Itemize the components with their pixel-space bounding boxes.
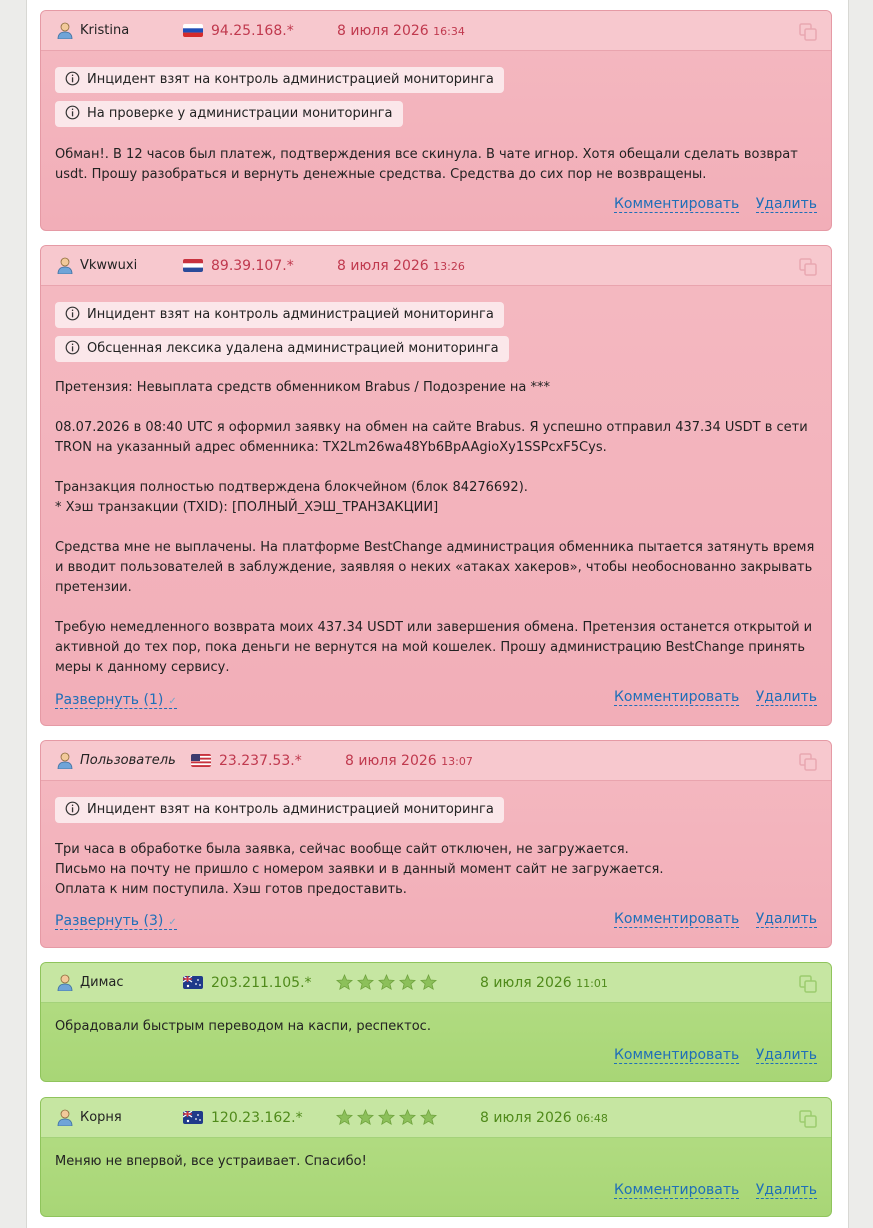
- expand-link[interactable]: Развернуть (3) ✓: [55, 913, 177, 929]
- review-header: [41, 11, 831, 51]
- flag-icon-netherlands: [183, 259, 203, 272]
- delete-link[interactable]: Удалить: [755, 196, 817, 212]
- star-icon: [357, 974, 374, 991]
- comment-link[interactable]: Комментировать: [613, 1047, 740, 1063]
- info-icon: [65, 105, 80, 120]
- delete-link[interactable]: Удалить: [755, 1047, 817, 1063]
- incident-badge: На проверке у администрации мониторинга: [55, 101, 403, 127]
- incident-badge: Инцидент взят на контроль администрацией мониторинга: [55, 302, 504, 328]
- review-text: Обрадовали быстрым переводом на каспи, респектос.: [55, 1019, 431, 1034]
- review-actions: [602, 911, 817, 927]
- rating-stars: [336, 1109, 437, 1126]
- check-icon: ✓: [168, 696, 177, 707]
- delete-link[interactable]: Удалить: [755, 689, 817, 705]
- copy-icon[interactable]: [799, 258, 817, 276]
- star-icon: [420, 1109, 437, 1126]
- delete-link[interactable]: Удалить: [755, 1182, 817, 1198]
- review-author: Kristina: [80, 23, 130, 38]
- review-card: [40, 740, 832, 948]
- star-icon: [420, 974, 437, 991]
- copy-icon[interactable]: [799, 975, 817, 993]
- review-author: Пользователь: [80, 753, 176, 768]
- review-text: Обман!. В 12 часов был платеж, подтверждения все скинула. В чате игнор. Хотя обещали сделать возврат usdt. Прошу разобраться и вернуть денежные средства. Средства до сих пор не возвращены.: [55, 147, 798, 182]
- info-icon: [65, 801, 80, 816]
- review-date: 8 июля 2026 06:48: [480, 1110, 608, 1126]
- review-ip: 23.237.53.*: [219, 753, 302, 769]
- review-actions: [602, 1047, 817, 1063]
- star-icon: [357, 1109, 374, 1126]
- review-ip: 120.23.162.*: [211, 1110, 303, 1126]
- review-ip: 89.39.107.*: [211, 258, 294, 274]
- review-date: 8 июля 2026 13:26: [337, 258, 465, 274]
- flag-icon-russia: [183, 24, 203, 37]
- review-card: [40, 1097, 832, 1217]
- review-actions: [602, 196, 817, 212]
- comment-link[interactable]: Комментировать: [613, 911, 740, 927]
- flag-icon-australia: [183, 976, 203, 989]
- review-author: Димас: [80, 975, 124, 990]
- user-icon: [57, 22, 73, 39]
- user-icon: [57, 1109, 73, 1126]
- copy-icon[interactable]: [799, 23, 817, 41]
- incident-badge: Обсценная лексика удалена администрацией мониторинга: [55, 336, 509, 362]
- expand-link[interactable]: Развернуть (1) ✓: [55, 692, 177, 708]
- review-card: [40, 10, 832, 231]
- copy-icon[interactable]: [799, 1110, 817, 1128]
- review-date: 8 июля 2026 11:01: [480, 975, 608, 991]
- incident-badge: Инцидент взят на контроль администрацией мониторинга: [55, 67, 504, 93]
- star-icon: [378, 1109, 395, 1126]
- review-actions: [602, 1182, 817, 1198]
- flag-icon-usa: [191, 754, 211, 767]
- check-icon: ✓: [168, 917, 177, 928]
- review-card: [40, 962, 832, 1082]
- delete-link[interactable]: Удалить: [755, 911, 817, 927]
- info-icon: [65, 71, 80, 86]
- rating-stars: [336, 974, 437, 991]
- review-date: 8 июля 2026 16:34: [337, 23, 465, 39]
- review-text: Три часа в обработке была заявка, сейчас вообще сайт отключен, не загружается. Письмо на почту не пришло с номером заявки и в данный момент сайт не загружается. Оплата к ним поступила. Хэш готов предоставить.: [55, 842, 664, 897]
- star-icon: [378, 974, 395, 991]
- review-header: [41, 741, 831, 781]
- user-icon: [57, 257, 73, 274]
- info-icon: [65, 340, 80, 355]
- review-actions: [602, 689, 817, 705]
- review-header: [41, 246, 831, 286]
- comment-link[interactable]: Комментировать: [613, 1182, 740, 1198]
- review-date: 8 июля 2026 13:07: [345, 753, 473, 769]
- review-text: Меняю не впервой, все устраивает. Спасибо!: [55, 1154, 367, 1169]
- incident-badge: Инцидент взят на контроль администрацией мониторинга: [55, 797, 504, 823]
- flag-icon-australia: [183, 1111, 203, 1124]
- review-ip: 94.25.168.*: [211, 23, 294, 39]
- info-icon: [65, 306, 80, 321]
- user-icon: [57, 752, 73, 769]
- user-icon: [57, 974, 73, 991]
- review-text: Претензия: Невыплата средств обменником Brabus / Подозрение на *** 08.07.2026 в 08:40 UTC я оформил заявку на обмен на сайте Brabus. Я успешно отправил 437.34 USDT в сети TRON на указанный адрес обменника: TX2Lm26wa48Yb6BpAAgioXy1SSPcxF5Cys. Транзакция полностью подтверждена блокчейном (блок 84276692). * Хэш транзакции (TXID): [ПОЛНЫЙ_ХЭШ_ТРАНЗАКЦИИ] Средства мне не выплачены. На платформе BestChange администрация обменника пытается затянуть время и вводит пользователей в заблуждение, заявляя о неких «атаках хакеров», чтобы необоснованно закрывать претензии. Требую немедленного возврата моих 437.34 USDT или завершения обмена. Претензия останется открытой и активной до тех пор, пока деньги не вернутся на мой кошелек. Прошу администрацию BestChange принять меры к данному сервису.: [55, 380, 815, 675]
- star-icon: [399, 1109, 416, 1126]
- comment-link[interactable]: Комментировать: [613, 196, 740, 212]
- star-icon: [336, 1109, 353, 1126]
- review-header: [41, 1098, 831, 1138]
- review-ip: 203.211.105.*: [211, 975, 312, 991]
- review-header: [41, 963, 831, 1003]
- star-icon: [399, 974, 416, 991]
- review-card: [40, 245, 832, 726]
- copy-icon[interactable]: [799, 753, 817, 771]
- comment-link[interactable]: Комментировать: [613, 689, 740, 705]
- review-author: Корня: [80, 1110, 122, 1125]
- star-icon: [336, 974, 353, 991]
- review-author: Vkwwuxi: [80, 258, 138, 273]
